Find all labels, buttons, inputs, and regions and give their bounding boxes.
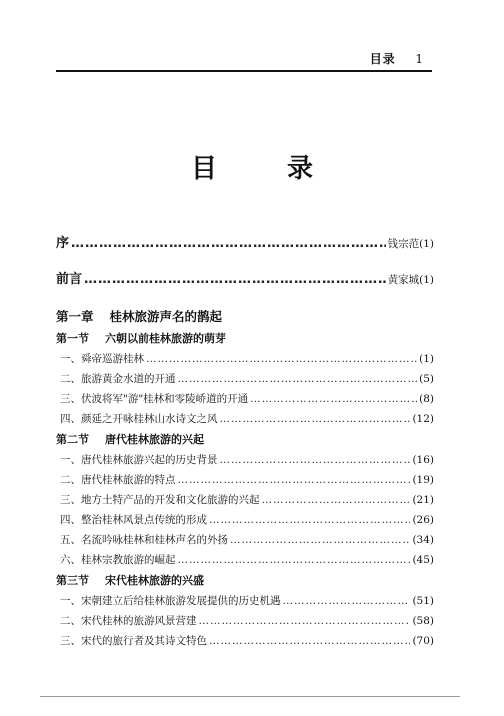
- toc-item[interactable]: [56, 611, 434, 631]
- toc-entry-foreword[interactable]: [56, 268, 434, 288]
- toc-item[interactable]: [56, 530, 434, 550]
- leader-dots: [262, 490, 411, 510]
- toc-item[interactable]: [56, 631, 434, 651]
- header-label: 目录: [369, 52, 396, 66]
- leader-dots: [220, 450, 411, 470]
- leader-dots: [84, 272, 386, 287]
- leader-dots: [250, 389, 417, 409]
- toc-item[interactable]: [56, 591, 434, 611]
- chapter-title: 桂林旅游声名的鹊起: [109, 309, 223, 324]
- toc-item-title: 六、桂林宗教旅游的崛起: [60, 554, 176, 566]
- toc-item-title: 三、地方土特产品的开发和文化旅游的兴起: [60, 494, 260, 506]
- toc-item[interactable]: [56, 470, 434, 490]
- section-title: 唐代桂林旅游的兴起: [105, 433, 204, 446]
- toc-item[interactable]: [56, 369, 434, 389]
- leader-dots: [146, 349, 417, 369]
- section-title: 宋代桂林旅游的兴盛: [105, 574, 204, 587]
- section-title: 六朝以前桂林旅游的萌芽: [105, 332, 226, 345]
- title-char-right: 录: [287, 154, 314, 184]
- toc-entry-title: 前言: [56, 272, 83, 287]
- toc-item-title: 二、宋代桂林的旅游风景营建: [60, 615, 197, 627]
- toc-item-title: 五、名流吟咏桂林和桂林声名的外扬: [60, 534, 228, 546]
- toc-item[interactable]: [56, 450, 434, 470]
- leader-dots: [178, 470, 411, 490]
- section-heading[interactable]: [56, 570, 434, 591]
- toc-item-title: 四、整治桂林风景点传统的形成: [60, 514, 207, 526]
- toc-item-page: (12): [412, 413, 434, 425]
- toc-item-page: (51): [412, 595, 434, 607]
- section-heading[interactable]: [56, 429, 434, 450]
- bottom-edge-line: [40, 696, 460, 697]
- toc-item-page: (16): [412, 454, 434, 466]
- running-header: [56, 50, 432, 70]
- page-title: [0, 148, 504, 185]
- toc-item-title: 一、舜帝巡游桂林: [60, 353, 144, 365]
- toc-item[interactable]: [56, 510, 434, 530]
- toc-item-page: (58): [412, 615, 434, 627]
- toc-item-title: 三、宋代的旅行者及其诗文特色: [60, 635, 207, 647]
- toc-entry-page: 黄家城(1): [387, 274, 434, 286]
- leader-dots: [283, 591, 411, 611]
- chapter-number: 第一章: [56, 309, 94, 324]
- leader-dots: [199, 611, 411, 631]
- section-number: 第一节: [56, 332, 89, 345]
- toc-item-title: 二、唐代桂林旅游的特点: [60, 474, 176, 486]
- toc-item-title: 二、旅游黄金水道的开通: [60, 373, 176, 385]
- toc-item-title: 三、伏波将军"游"桂林和零陵峤道的开通: [60, 393, 249, 405]
- toc-entry-page: 钱宗范(1): [387, 238, 434, 250]
- toc-item[interactable]: [56, 389, 434, 409]
- toc-item-page: (26): [412, 514, 434, 526]
- toc-item-title: 四、颜延之开咏桂林山水诗文之风: [60, 413, 218, 425]
- header-page-number: 1: [415, 52, 424, 66]
- toc-item-page: (5): [419, 373, 434, 385]
- leader-dots: [230, 530, 410, 550]
- toc-item-page: (21): [412, 494, 434, 506]
- header-text: [370, 50, 424, 67]
- toc-item-page: (19): [412, 474, 434, 486]
- leader-dots: [178, 369, 418, 389]
- toc-item[interactable]: [56, 409, 434, 429]
- toc-item-page: (1): [419, 353, 434, 365]
- title-char-left: 目: [190, 154, 217, 184]
- toc-item-page: (34): [412, 534, 434, 546]
- leader-dots: [209, 631, 410, 651]
- toc-item-title: 一、宋朝建立后给桂林旅游发展提供的历史机遇: [60, 595, 281, 607]
- toc-item-page: (8): [419, 393, 434, 405]
- table-of-contents: [56, 232, 434, 651]
- toc-entry-title: 序: [56, 236, 70, 251]
- leader-dots: [71, 236, 386, 251]
- leader-dots: [209, 510, 410, 530]
- toc-item[interactable]: [56, 490, 434, 510]
- toc-item-page: (45): [412, 554, 434, 566]
- toc-item[interactable]: [56, 550, 434, 570]
- toc-entry-preface[interactable]: [56, 232, 434, 252]
- leader-dots: [220, 409, 411, 429]
- header-rule: [56, 70, 432, 72]
- leader-dots: [178, 550, 411, 570]
- toc-item-page: (70): [412, 635, 434, 647]
- toc-item[interactable]: [56, 349, 434, 369]
- chapter-heading[interactable]: [56, 306, 434, 328]
- section-heading[interactable]: [56, 328, 434, 349]
- section-number: 第二节: [56, 433, 89, 446]
- toc-item-title: 一、唐代桂林旅游兴起的历史背景: [60, 454, 218, 466]
- section-number: 第三节: [56, 574, 89, 587]
